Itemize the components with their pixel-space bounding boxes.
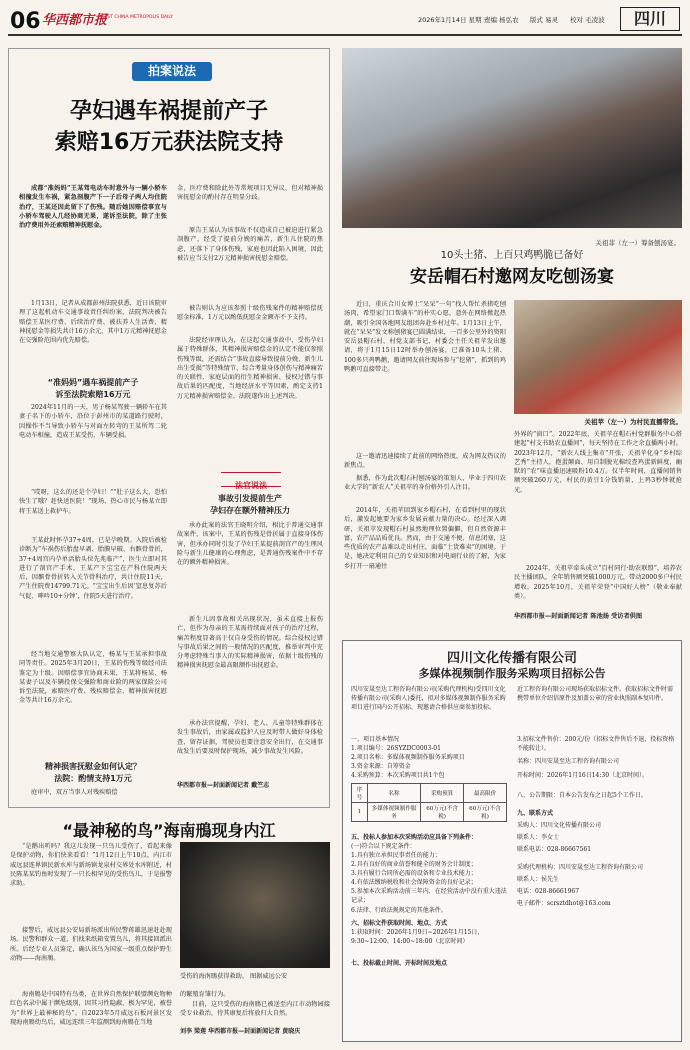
tender-intro: 四川安晟至达工程咨询有限公司(采购代理机构)受四川文化传播有限公司(采购人)委托，拟对多媒体视频制作服务采购项目进行国内公开招标，现邀请合格供应商参加投标。	[351, 686, 506, 711]
tender-item-1: 一、项目基本情况	[351, 736, 400, 743]
col2-para-5: 承办此案的法官王晓明介绍，相比于普通交通事故案件，该案中，王某的伤残是骨折属于直接身体伤害，但承办同时引发了孕妇王某提前剖宫产的生理风险与新生儿健康的心理焦虑，是普通伤残案件中不存在的额外精神损害。	[177, 522, 323, 567]
subhead-1a: “准妈妈”遇车祸提前产子	[47, 378, 139, 387]
tender-item-5f: 5.参加本次采购活动前三年内，在经营活动中没有重大违法记录；	[351, 888, 507, 904]
bird-para-2: 接警后，威远县公安局新场派出所民警蒋雄迅速赶赴现场。民警和群众一道，们找来纸箱安置鸟儿，将其接回派出所。后经专业人员鉴定，确认该鸟为国家一级重点保护野生动物——海南鳽。	[10, 927, 172, 962]
tender-col-b5: 八、公告期限：自本公告发布之日起5个工作日。	[517, 792, 647, 799]
col2-para-7: 承办法官提醒，孕妇、老人、儿童等特殊群体在发生事故后，由家属或监护人应及时带人做好身体检查、留存证据，驾驶员也要注意安全出行，在交通事故发生后要及时保护现场，减少事故发生风险。	[177, 720, 323, 755]
photo-meeting-caption: 关祖菲（左一）筹备刨汤宴。	[595, 239, 680, 247]
tender-company: 四川文化传播有限公司	[446, 651, 577, 666]
tender-col-b7: 采购人：四川文化传播有限公司	[517, 822, 602, 829]
tender-item-5: 五、投标人参加本次采购活动应具备下列条件：	[351, 834, 478, 841]
tender-table	[351, 783, 507, 822]
col2-para-6: 新生儿因事故相关出现状况，虽未直接上报伤亡，但作为母亲的王某需持续面对孩子的治疗过程，痛苦程度显著高于仅自身受伤的情况。综合侵权过错与事故后果之间的一般情况的匹配度，推举审判中充分考虑特殊当事人的实际精神损害，依据十级伤残的精神损害抚慰金最高限额作出抚慰金。	[177, 616, 323, 670]
tender-notice	[342, 640, 682, 1042]
designer: 版式 易灵	[530, 16, 559, 24]
col2-para-3: 被告则认为应该参照十级伤残案件的精神赔偿抚慰金标准，1万元以酌低抚慰金金额亦不予支持。	[177, 305, 323, 322]
bird-para-1: “是鹅出听吗？我这儿发现一只鸟儿受伤了，看起来像是保护动物，你们快来看看！”1月12日上午10点，内江市威远县连界镇民新水库与新场镇龙泉村交界处水库附近，村民陈某某钓鱼时发现了一只长相罕见的受伤鸟儿，于是报警求助。	[10, 843, 172, 888]
photo-livestream	[514, 300, 682, 414]
photo-meeting	[342, 48, 682, 228]
tender-col-b2: 3.招标文件售价：200元/份（招标文件售后不退，投标资格不能转让）。	[517, 736, 675, 752]
tender-col-b12: 电话：028-86661967	[517, 888, 580, 895]
tender-th-name: 名称	[367, 784, 420, 803]
tender-item-1c: 3.资金来源：自筹资金	[351, 763, 411, 770]
proofreader: 校对 毛凌波	[570, 16, 605, 24]
tender-col-b1: 近工程咨询有限公司现场获取招标文件。获取招标文件时需携带单位介绍信原件及加盖公章的营业执照副本复印件。	[517, 686, 674, 702]
tender-td-limit: 60万元(不含税)	[464, 803, 507, 822]
tender-item-5e: 4.有依法缴纳税收和社会保障资金的良好记录；	[351, 879, 477, 886]
tender-item-5d: 3.具有履行合同所必需的设备和专业技术能力；	[351, 870, 477, 877]
photo-bird-caption: 受伤的海南鳽获得救助。 图据威远公安	[180, 973, 288, 980]
table-row	[352, 803, 507, 822]
story-byline: 华西都市报—封面新闻记者 陈池扬 受访者供图	[514, 613, 643, 620]
tender-item-1a: 1.项目编号：26SYZDC0003-01	[351, 745, 441, 752]
para-2: “哎呀，这么的还是个孕妇！”“肚子这么大，恐怕快生了哦？赶快送医院！”现场，热心市民与杨某立即将王某送上救护车。	[19, 489, 167, 515]
tender-th-no: 序号	[352, 784, 368, 803]
story-para-5: 外界的“窗口”。2022年底，关祖苹在帽石村党群服务中心搭建起“村支书助农直播间”，每天坚持在工作之余直播两小时。2023年12月，“新农人线上集市”开张，关祖苹化身“乡村综艺秀”主持人，抱蛋颠面、用自制脱光棉绞查鸡蛋新鲜度，幽默的“农”味直播迅速吸粉10.4万。仅半年时间，直播间销售额突破260万元，村民的黄豆1分钱销量，上鸡3秒钟就抢光。	[514, 431, 682, 494]
story-para-3: 据悉，作为此次帽石村刨汤宴的策划人，毕业于四川农业大学的“新农人”关祖苹的身份格外引人注目。	[344, 475, 506, 492]
subhead-4a: 事故引发提前生产	[218, 494, 282, 503]
story-para-6: 2024年，关祖苹牵头成立“百村同行·助农联盟”，培养农民主播团队，全年销售额突破1000万元，带动2000多户村民增收。2025年10月，关祖苹荣登“中国好人榜”（敬业奉献类）。	[514, 565, 682, 600]
left-story	[8, 48, 330, 808]
bird-byline: 刘李 梁莲 华西都市报—封面新闻记者 黄晓庆	[180, 1028, 301, 1035]
story-para-2: 这一邀请迅速接续了此前的网络热度，成为网友热议的新焦点。	[344, 453, 506, 470]
lead-paragraph: 成都“准妈妈”王某驾电动车时意外与一辆小轿车相撞发生车祸，紧急剖腹产下一子后母子两人均住院治疗，王某还因此留下了伤残。随后她因赔偿事宜与小轿车驾驶人几经协商无果，遂诉至法院，除了主张治疗费用外还索赔精神抚慰金。	[19, 185, 167, 230]
editor: 责编 杨弘农	[484, 16, 519, 24]
tender-item-1b: 2.项目名称：多媒体视频制作服务采购项目	[351, 754, 465, 761]
headline-line-1: 孕妇遇车祸提前产子	[69, 99, 268, 124]
tender-col-b9: 联系电话：028-86667561	[517, 846, 592, 853]
story-para-1: 近日，重庆合川女博士“呆呆”一句“找人帮忙杀猪吃刨汤肉，希望家门口帮满车”的朴实心愿，意外在网络掀起热潮，吸引全国各地网友组团奔赴乡村过年。1月13日上午，就在“呆呆”发文称刨猪宴已圆满结束，一百多公里外的资阳安岳县帽石村，村党支部书记、村委会主任关祖苹发出邀请，将于1月15日12时举办刨汤宴，已准备10头土猪、100多只鸡鸭鹅，邀请网友前往现场参与“挖猪”，抓到的鸡鸭鹅可直接带走。	[344, 301, 506, 374]
col2-top: 金、医疗费和除此外等常规项目无异议，但对精神损害抚慰金的酌付存在明显分歧。	[177, 185, 323, 202]
issue-date: 2026年1月14日 星期三	[418, 16, 489, 24]
subhead-judge	[221, 472, 281, 490]
story-kicker: 10头土猪、上百只鸡鸭脆已备好	[440, 250, 584, 261]
col2-para-4: 法院经审理认为，在这起交通事故中，受伤孕妇属于特殊群体，其精神损害赔偿金的认定不能仅参照伤残等级，还需结合“事故直接导致提前分娩、新生儿出生受损”等特殊情节，综合考量身体创伤与精神痛苦的关联性、家庭层面的衍生精神损害、侵权过错与事故后果的匹配度，当地经济水平等因素，酌定支持1万元精神损害赔偿金。法院遂作出上述判决。	[177, 337, 323, 400]
header-rule	[8, 34, 682, 36]
headline-line-2: 索赔16万元获法院支持	[54, 130, 284, 155]
photo-bird	[180, 842, 330, 968]
tender-col-b13: 电子邮件：scrsztdhot@163.com	[517, 900, 611, 907]
photo-livestream-caption: 关祖苹（左一）为村民直播带货。	[584, 418, 682, 426]
story-para-4: 2014年，关祖苹回到家乡帽石村，在看到村里的现状后，激发起她要为家乡发展贡献力量的决心。经过深入调研，关祖苹发现帽石村虽然地理位置偏僻，但自然资源丰富，农产品品质优良。然而，由于交通不便、信息闭塞，这些优质的农产品难以走出村庄，面临“土货难卖”的困境。于是，她决定利用自己的专业知识和对电商行业的了解，为家乡打开一扇通往	[344, 507, 506, 570]
bird-para-5: 目前，这只受伤的海南鳽已被送至内江市动物园接受专业救治，待其康复后将放归大自然。	[180, 1001, 330, 1018]
subhead-1b: 诉至法院索赔16万元	[55, 390, 131, 399]
tender-col-b8: 联系人：李女士	[517, 834, 560, 841]
tender-th-budget: 采购预算	[421, 784, 464, 803]
tender-col-b11: 联系人：侯先生	[517, 876, 560, 883]
tender-item-5a: (一)符合以下规定条件：	[351, 843, 416, 850]
tender-col-b6: 九、联系方式	[517, 810, 554, 817]
col2-para-2: 原告王某认为该事故不仅造成自己被迫进行紧急剖腹产，经受了提前分娩的痛苦，新生儿住院的焦虑，还落下了身体伤残，家庭也因此陷入困境，因此被告应当支付2万元精神损害抚慰金赔偿。	[177, 227, 323, 262]
subhead-2b: 法院：酌情支持1万元	[54, 774, 132, 783]
para-3: 王某此时怀孕37+4周，已是孕晚期。入院后被检诊断为“车祸伤后胎盘早剥、胎膜早破、右髌骨骨折，37+4周宫内孕单活胎头位先兆临产”，医生立即对其进行了剖宫产手术，王某产下宝宝在产科住院两天后，因髌骨骨折转入关节骨科治疗，共计住院11天，产生住院费14799.71元。“宝宝出生后因‘窒息复苏后气促、呻吟10+分钟’，住院5天进行治疗。	[19, 537, 167, 600]
bird-headline: “最神秘的鸟”海南鳽现身内江	[62, 821, 276, 840]
tender-item-1d: 4.采购预算：本次采购项目共1个包	[351, 772, 445, 779]
para-5: 庭审中，双方当事人对残疾赔偿	[31, 789, 118, 796]
tender-item-5b: 1.具有独立承担民事责任的能力；	[351, 852, 441, 859]
page-number: 06	[10, 9, 41, 34]
section-label: 四川	[620, 7, 680, 31]
tender-td-budget: 60万元(不含税)	[421, 803, 464, 822]
tender-item-6: 六、招标文件获取时间、地点、方式	[351, 920, 448, 927]
tender-col-b3: 名称：四川安晟至达工程咨询有限公司	[517, 758, 620, 765]
tender-item-7: 七、投标截止时间、开标时间及地点	[351, 960, 448, 967]
tender-item-6a: 1.获取时间：2026年1月9日~2026年1月15日，9:30~12:00、14:00~18:00（北京时间）	[351, 929, 484, 945]
para-1: 2024年11月的一天，男子杨某驾驶一辆轿车在其妻子名下的小轿车，沿位于彭州市的某道路行驶时，因操作不当导致小轿车与对面左转弯的王某所驾二轮电动车相撞，造成王某受伤、车辆受损。	[19, 404, 167, 439]
story-headline: 安岳帽石村邀网友吃刨汤宴	[410, 267, 614, 287]
tender-th-limit: 最高限价	[464, 784, 507, 803]
subhead-4b: 孕妇存在额外精神压力	[210, 506, 290, 515]
tender-col-b10: 采购代理机构：四川安晟至达工程咨询有限公司	[517, 864, 644, 871]
subhead-2a: 精神损害抚慰金如何认定？	[45, 762, 141, 771]
bird-para-3: 海南鳽是中国特有鸟类，在世界自然保护联盟濒危物种红色名录中属于濒危级别，因其习性隐蔽、极为罕见，被誉为“世界上最神秘的鸟”。自2023年5月威远石板河景区发现海南鳽幼鸟后，威远连续三年监测到海南鳽在当地	[10, 991, 172, 1026]
tender-col-b4: 开标时间：2026年1月16日14:30（北京时间）。	[517, 772, 649, 779]
column-tag: 拍案说法	[132, 62, 212, 81]
tender-title: 多媒体视频制作服务采购项目招标公告	[418, 667, 606, 680]
tender-item-5g: 6.法律、行政法规规定的其他条件。	[351, 907, 447, 914]
para-4: 经当地交通警察大队认定，杨某与王某承担事故同等责任。2025年3月20日，王某的伤残等级经司法鉴定为十级。因赔偿事宜协商未果，王某将杨某、杨某妻子以及车辆投保交强险和商业险的两家保险公司诉至法院，索赔医疗费、残疾赔偿金、精神损害抚慰金等共计16万余元。	[19, 651, 167, 705]
byline: 华西都市报—封面新闻记者 戴竺志	[177, 782, 270, 789]
bird-para-4: 的繁殖育雏行为。	[180, 991, 230, 998]
tender-item-5c: 2.具有良好的商业信誉和健全的财务会计制度；	[351, 861, 477, 868]
paper-logo-en: WEST CHINA METROPOLIS DAILY	[100, 15, 174, 20]
paper-logo: 华西都市报	[42, 13, 108, 28]
page-header	[0, 0, 690, 38]
tender-table-header	[352, 784, 507, 803]
tender-td-name: 多媒体视频制作服务	[367, 803, 420, 822]
subhead-judge-label: 法官说法	[235, 481, 267, 490]
lead-paragraph-2: 1月13日，记者从成都彭州法院获悉，近日该院审理了这起机动车交通事故责任纠纷案，法院判决被告赔偿王某医疗费、后续治疗费、被扶养人生活费、精神抚慰金等损失共计16万余元，其中1万元精神抚慰金在交强险范围内优先赔偿。	[19, 300, 167, 345]
tender-td-no: 1	[352, 803, 368, 822]
